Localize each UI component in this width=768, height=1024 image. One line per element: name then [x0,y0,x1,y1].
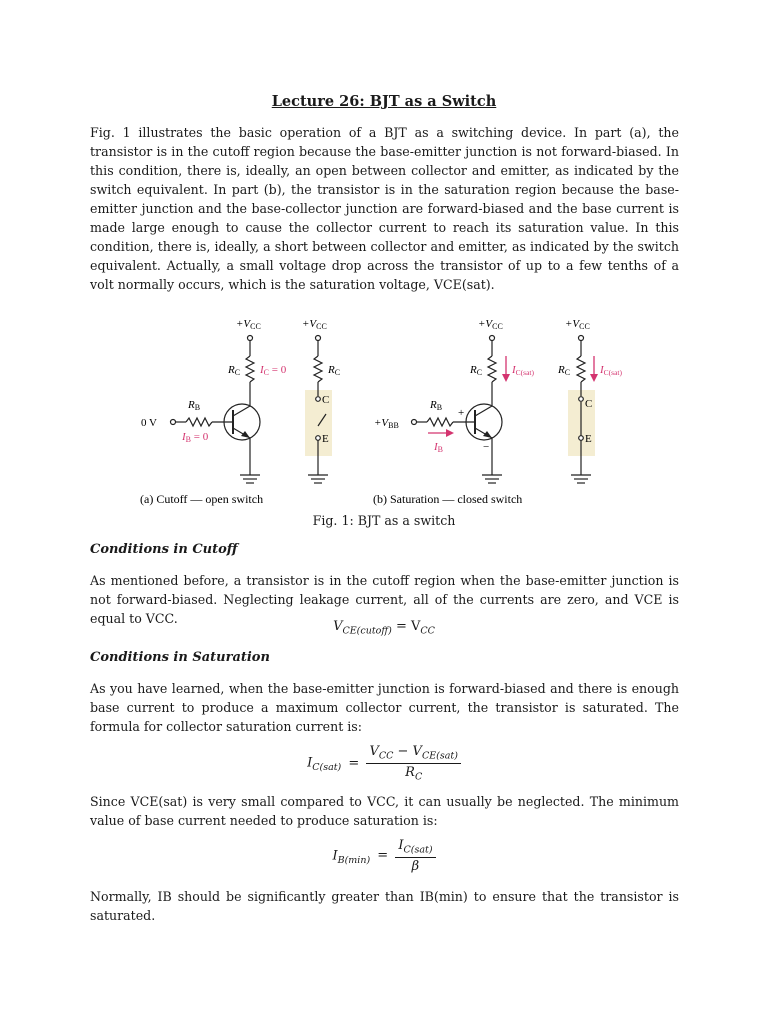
subcaption-b: (b) Saturation — closed switch [373,492,523,506]
rc-label-b: RC [470,364,483,377]
rb-label-b: RB [430,399,443,412]
page-title: Lecture 26: BJT as a Switch [271,93,497,110]
zero-v-label: 0 V [141,417,157,429]
rc-label-a: RC [228,364,241,377]
vcc-label-a-switch: +VCC [302,318,327,331]
rc-label-a-switch: RC [328,364,341,377]
rc-label-b-switch: RC [558,364,571,377]
vcc-label-b-switch: +VCC [565,318,590,331]
minus-sign: − [483,441,490,453]
figure-caption: Fig. 1: BJT as a switch [312,513,456,528]
saturation-heading: Conditions in Saturation [90,650,270,665]
vbb-label: +VBB [374,417,399,430]
saturation-paragraph: As you have learned, when the base-emitter junction is forward-biased and there is enough base current to produce a maximum collector current, the transistor is saturated. The formula for collector saturation current is: [90,681,679,734]
cutoff-paragraph: As mentioned before, a transistor is in the cutoff region when the base-emitter junction is not forward-biased. Neglecting leakage current, all of the currents are zero, and VCE is equal to VCC. [90,573,679,626]
ic-zero-label: IC = 0 [260,364,287,377]
vcc-label-a: +VCC [236,318,261,331]
collector-sat-equation: $I_{C(sat)}$ = $\frac{V_{CC} - V_{CE(sat)}}{R_C}$ [0,744,768,782]
cutoff-heading: Conditions in Cutoff [90,542,238,557]
ic-sat-label-b: IC(sat) [512,364,535,377]
saturation-paragraph-2: Since VCE(sat) is very small compared to VCC, it can usually be neglected. The minimum value of base current needed to produce saturation is: [90,794,679,828]
vcc-label-b: +VCC [478,318,503,331]
e-label-a: E [322,433,329,445]
bjt-switch-figure [0,310,768,510]
saturation-paragraph-3: Normally, IB should be significantly greater than IB(min) to ensure that the transistor is saturated. [90,889,679,923]
ib-label-b: IB [434,441,444,454]
ib-zero-label: IB = 0 [182,431,209,444]
cutoff-equation: $V_{CE(cutoff)} = V_{CC}$ [333,619,435,637]
base-min-equation: $I_{B(min)}$ = $\frac{I_{C(sat)}}{\beta}$ [0,838,768,874]
plus-sign: + [458,407,465,419]
subcaption-a: (a) Cutoff — open switch [140,492,264,506]
c-label-a: C [322,394,330,406]
e-label-b: E [585,433,592,445]
ic-sat-label-b-switch: IC(sat) [600,364,623,377]
c-label-b: C [585,398,593,410]
rb-label-a: RB [188,399,201,412]
intro-paragraph: Fig. 1 illustrates the basic operation of a BJT as a switching device. In part (a), the transistor is in the cutoff region because the base-emitter junction is not forward-biased. In this condition, there is, ideally, an open between collector and emitter, as indicated by the switch equivalent. In part (b), the transistor is in the saturation region because the base-emitter junction and the base-collector junction are forward-biased and the base current is made large enough to cause the collector current to reach its saturation value. In this condition, there is, ideally, a short between collector and emitter, as indicated by the switch equivalent. Actually, a small voltage drop across the transistor of up to a few tenths of a volt normally occurs, which is the saturation voltage, VCE(sat). [90,125,679,292]
